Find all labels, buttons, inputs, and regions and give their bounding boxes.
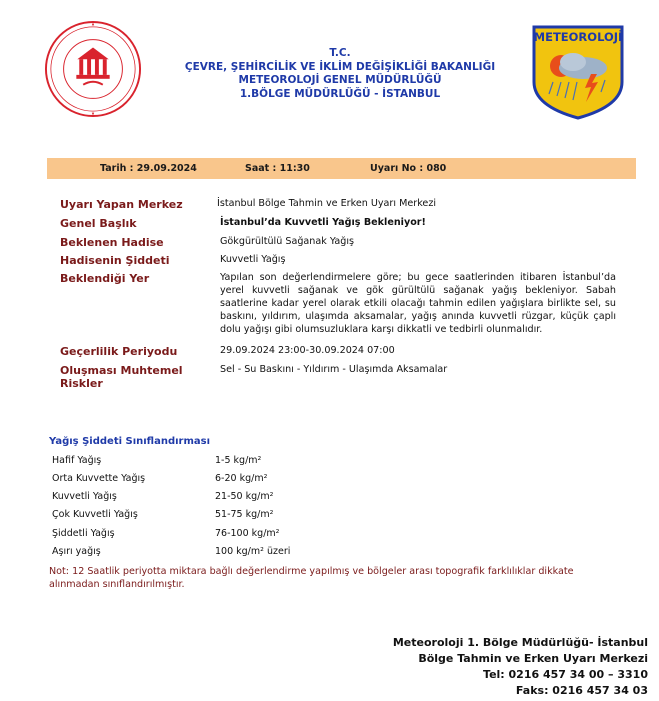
classification-range: 51-75 kg/m² — [215, 509, 274, 520]
label-possible-risks: Oluşması Muhtemel Riskler — [60, 364, 183, 390]
classification-range: 100 kg/m² üzeri — [215, 546, 291, 557]
warning-date: Tarih : 29.09.2024 — [100, 163, 197, 174]
classification-name: Çok Kuvvetli Yağış — [52, 509, 138, 520]
header-line-regional-directorate: 1.BÖLGE MÜDÜRLÜĞÜ - İSTANBUL — [239, 87, 441, 100]
classification-range: 1-5 kg/m² — [215, 455, 262, 466]
classification-name: Şiddetli Yağış — [52, 528, 115, 539]
meteoroloji-logo-text: METEOROLOJİ — [533, 30, 623, 44]
classification-range: 21-50 kg/m² — [215, 491, 274, 502]
label-validity-period: Geçerlilik Periyodu — [60, 345, 178, 358]
warning-time: Saat : 11:30 — [245, 163, 310, 174]
label-issuing-center: Uyarı Yapan Merkez — [60, 198, 183, 211]
footer-phone: Tel: 0216 457 34 00 – 3310 — [483, 668, 648, 681]
header-line-general-directorate: METEOROLOJİ GENEL MÜDÜRLÜĞÜ — [238, 74, 442, 86]
ministry-header — [180, 47, 500, 101]
value-severity: Kuvvetli Yağış — [220, 254, 286, 265]
classification-name: Kuvvetli Yağış — [52, 491, 117, 502]
label-expected-location: Beklendiği Yer — [60, 272, 150, 285]
label-general-title: Genel Başlık — [60, 217, 137, 230]
footer-center: Bölge Tahmin ve Erken Uyarı Merkezi — [418, 652, 648, 665]
value-validity-period: 29.09.2024 23:00-30.09.2024 07:00 — [220, 345, 395, 356]
value-expected-event: Gökgürültülü Sağanak Yağış — [220, 236, 355, 247]
classification-range: 6-20 kg/m² — [215, 473, 268, 484]
ministry-seal-logo — [44, 20, 142, 118]
meteoroloji-logo — [531, 24, 625, 120]
classification-name: Aşırı yağış — [52, 546, 101, 557]
warning-info-bar — [47, 158, 636, 179]
classification-title: Yağış Şiddeti Sınıflandırması — [49, 436, 211, 447]
footer-fax: Faks: 0216 457 34 03 — [515, 684, 648, 697]
classification-name: Orta Kuvvette Yağış — [52, 473, 146, 484]
header-line-ministry: ÇEVRE, ŞEHİRCİLİK VE İKLİM DEĞİŞİKLİĞİ BAKANLIĞI — [184, 60, 496, 73]
value-general-title: İstanbul’da Kuvvetli Yağış Bekleniyor! — [220, 217, 426, 228]
value-possible-risks: Sel - Su Baskını - Yıldırım - Ulaşımda Aksamalar — [220, 364, 448, 375]
header-line-tc: T.C. — [329, 47, 351, 59]
footer-directorate: Meteoroloji 1. Bölge Müdürlüğü- İstanbul — [392, 636, 648, 649]
label-severity: Hadisenin Şiddeti — [60, 254, 170, 267]
label-expected-event: Beklenen Hadise — [60, 236, 164, 249]
value-issuing-center: İstanbul Bölge Tahmin ve Erken Uyarı Merkezi — [217, 198, 437, 209]
classification-range: 76-100 kg/m² — [215, 528, 280, 539]
classification-note: Not: 12 Saatlik periyotta miktara bağlı değerlendirme yapılmış ve bölgeler arası topografik farklılıklar dikkate alınmadan sınıflandırılmıştır. — [49, 566, 574, 590]
value-expected-location: Yapılan son değerlendirmelere göre; bu gece saatlerinden itibaren İstanbul’da yerel kuvvetli sağanak ve gök gürültülü sağanak yağış bekleniyor. Sabah saatlerine kadar yerel olarak etkili olacağı tahmin edilen yağışlara birlikte sel, su baskını, yıldırım, ulaşımda aksamalar, yağış anında kuvvetli rüzgar, küçük çaplı dolu yağışı gibi olumsuzluklara karşı dikkatli ve tedbirli olunmalıdır. — [220, 272, 616, 335]
warning-number: Uyarı No : 080 — [370, 163, 447, 174]
classification-name: Hafif Yağış — [52, 455, 102, 466]
contact-footer — [393, 635, 648, 699]
